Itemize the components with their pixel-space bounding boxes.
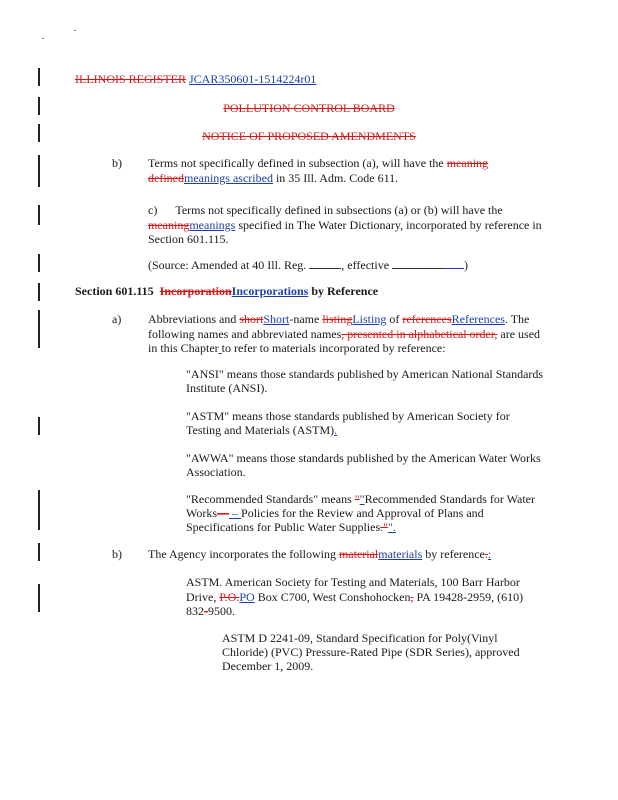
scan-speck <box>42 38 44 39</box>
deleted-text: meaning <box>148 218 190 232</box>
body-text: Abbreviations and <box>148 312 240 326</box>
body-text: Works <box>186 506 218 520</box>
body-text: PA 19428-2959, (610) <box>413 590 524 604</box>
deleted-text: meaning <box>446 156 489 170</box>
body-text: 9500. <box>208 604 235 618</box>
inserted-text: meanings ascribed <box>183 171 273 185</box>
definition-astm-line-1: "ASTM" means those standards published by American Society for <box>186 409 510 423</box>
inserted-text: Incorporations <box>231 284 309 298</box>
deleted-text: " <box>354 492 360 506</box>
body-text: Recommended Standards for Water <box>364 492 536 506</box>
deleted-text: . <box>484 547 488 561</box>
astm-address-line-2 <box>186 590 523 604</box>
change-bar <box>38 68 40 86</box>
para-b-label: b) <box>112 547 122 561</box>
para-a-line-3 <box>148 341 446 355</box>
body-text: Specifications for Public Water Supplies <box>186 520 381 534</box>
subsection-c-line-3: Section 601.115. <box>148 232 229 246</box>
notice-title-text: NOTICE OF PROPOSED AMENDMENTS <box>202 129 416 143</box>
astm-address-line-3 <box>186 604 235 618</box>
change-bar <box>38 205 40 225</box>
inserted-text: . <box>334 423 338 437</box>
inserted-text: Listing <box>352 312 387 326</box>
body-text: in this Chapter <box>148 341 219 355</box>
source-note <box>148 258 468 272</box>
definition-recommended-line-3 <box>186 520 396 534</box>
change-bar <box>38 283 40 301</box>
inserted-text: meanings <box>189 218 236 232</box>
body-text: The Agency incorporates the following <box>148 547 339 561</box>
definition-recommended-line-1 <box>186 492 535 506</box>
definition-ansi-line-2: Institute (ANSI). <box>186 381 268 395</box>
inserted-text: materials <box>378 547 423 561</box>
body-text: following names and abbreviated names <box>148 327 342 341</box>
section-heading <box>75 284 378 298</box>
body-text: 832 <box>186 604 204 618</box>
definition-awwa-line-1: "AWWA" means those standards published by the American Water Works <box>186 451 541 465</box>
subsection-b-line-1 <box>148 156 488 170</box>
inserted-text: PO <box>239 590 255 604</box>
body-text: Box C700, West Conshohocken <box>254 590 411 604</box>
para-a-line-2 <box>148 327 540 341</box>
deleted-text: references <box>402 312 452 326</box>
blank-field <box>309 258 341 269</box>
deleted-text: , presented in alphabetical order, <box>341 327 498 341</box>
body-text: Testing and Materials (ASTM) <box>186 423 335 437</box>
deleted-text: , <box>410 590 414 604</box>
para-a-label: a) <box>112 312 122 326</box>
deleted-text: P.O. <box>219 590 240 604</box>
body-text: to refer to materials incorporated by reference: <box>221 341 446 355</box>
subsection-b-line-2 <box>148 171 398 185</box>
deleted-text: ILLINOIS REGISTER <box>75 72 186 86</box>
scan-speck <box>74 30 76 31</box>
deleted-text: defined <box>148 171 184 185</box>
para-b-line-1 <box>148 547 491 561</box>
body-text: are used <box>497 327 541 341</box>
inserted-text: – <box>229 506 242 520</box>
subsection-c-line-1 <box>148 203 503 217</box>
definition-ansi-line-1: "ANSI" means those standards published by American National Standards <box>186 367 544 381</box>
source-text: , effective <box>341 258 390 272</box>
deleted-text: material <box>338 547 379 561</box>
source-text: (Source: Amended at 40 Ill. Reg. <box>148 258 307 272</box>
change-bar <box>38 310 40 348</box>
change-bar <box>38 417 40 435</box>
definition-astm-line-2 <box>186 423 337 437</box>
definition-awwa-line-2: Association. <box>186 465 246 479</box>
deleted-text: — <box>217 506 230 520</box>
section-title: by Reference <box>308 284 379 298</box>
deleted-text: short <box>239 312 264 326</box>
body-text: by reference <box>422 547 485 561</box>
para-a-line-1 <box>148 312 529 326</box>
body-text: . The <box>504 312 530 326</box>
subsection-c-line-2 <box>148 218 542 232</box>
change-bar <box>38 254 40 272</box>
deleted-text: Incorporation <box>159 284 232 298</box>
inserted-text: JCAR350601-1514224r01 <box>189 72 317 86</box>
astm-standard-line-1: ASTM D 2241-09, Standard Specification for Poly(Vinyl <box>222 631 498 645</box>
deleted-text: listing <box>322 312 353 326</box>
board-title-text: POLLUTION CONTROL BOARD <box>223 101 395 115</box>
blank-field <box>444 258 464 269</box>
body-text: in 35 Ill. Adm. Code 611. <box>272 171 399 185</box>
deleted-text: - <box>204 604 208 618</box>
body-text: Terms not specifically defined in subsections (a) or (b) will have the <box>175 203 503 217</box>
subsection-b-label: b) <box>112 156 122 170</box>
body-text: "Recommended Standards" means <box>186 492 355 506</box>
change-bar <box>38 543 40 561</box>
inserted-text: : <box>487 547 492 561</box>
change-bar <box>38 584 40 612</box>
change-bar <box>38 490 40 530</box>
board-title <box>0 101 618 115</box>
body-text: specified in The Water Dictionary, incorporated by reference in <box>235 218 542 232</box>
astm-standard-line-3: December 1, 2009. <box>222 659 314 673</box>
register-header <box>75 72 316 86</box>
body-text: -name <box>289 312 323 326</box>
body-text: of <box>386 312 403 326</box>
body-text: Policies for the Review and Approval of Plans and <box>241 506 484 520</box>
astm-standard-line-2: Chloride) (PVC) Pressure-Rated Pipe (SDR Series), approved <box>222 645 520 659</box>
subsection-c-label: c) <box>148 203 158 217</box>
inserted-text: Short <box>263 312 290 326</box>
deleted-text: ." <box>380 520 389 534</box>
body-text: Terms not specifically defined in subsection (a), will have the <box>148 156 444 170</box>
inserted-text: " <box>359 492 365 506</box>
notice-title <box>0 129 618 143</box>
change-bar <box>38 155 40 187</box>
body-text: Drive, <box>186 590 220 604</box>
astm-address-line-1: ASTM. American Society for Testing and Materials, 100 Barr Harbor <box>186 575 520 589</box>
section-number: Section 601.115 <box>75 284 154 298</box>
definition-recommended-line-2 <box>186 506 484 520</box>
inserted-text: ". <box>388 520 396 534</box>
source-text: ) <box>464 258 469 272</box>
blank-field <box>392 258 444 269</box>
inserted-text: References <box>451 312 505 326</box>
